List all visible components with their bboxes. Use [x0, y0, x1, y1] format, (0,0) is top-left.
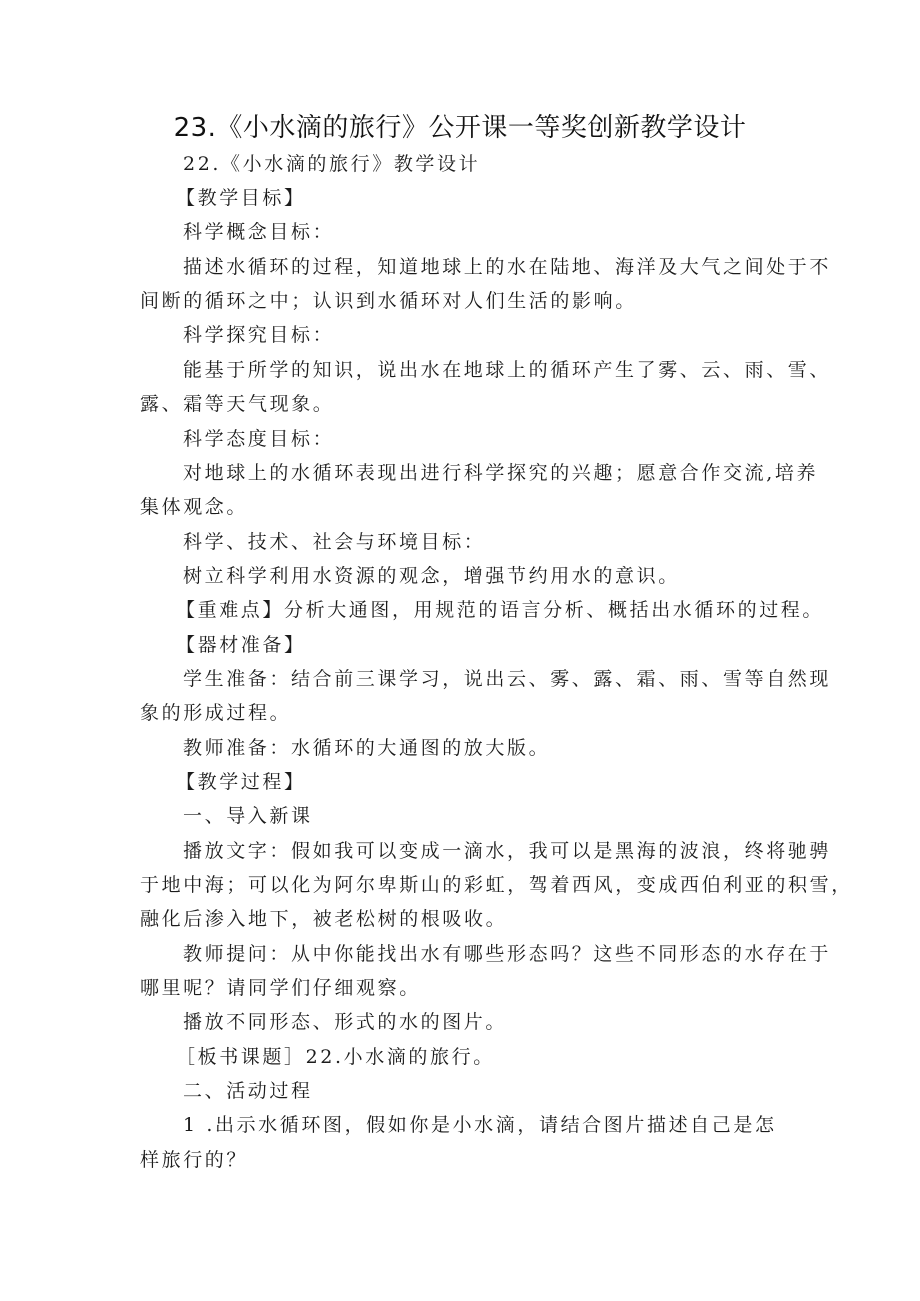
paragraph-line: 融化后渗入地下，被老松树的根吸收。	[140, 908, 508, 930]
paragraph-line: 教师准备：水循环的大通图的放大版。	[183, 737, 551, 759]
paragraph-line: 播放不同形态、形式的水的图片。	[183, 1011, 508, 1033]
paragraph-line: 树立科学利用水资源的观念，增强节约用水的意识。	[183, 565, 680, 587]
paragraph-line: 学生准备：结合前三课学习，说出云、雾、露、霜、雨、雪等自然现	[183, 668, 832, 690]
paragraph-line: 集体观念。	[140, 496, 249, 518]
paragraph-line: 于地中海；可以化为阿尔卑斯山的彩虹，驾着西风，变成西伯利亚的积雪，	[140, 874, 853, 896]
section-heading-process: 【教学过程】	[176, 771, 306, 793]
paragraph-line: 科学、技术、社会与环境目标：	[183, 531, 486, 553]
paragraph-line: 对地球上的水循环表现出进行科学探究的兴趣；愿意合作交流,培养	[183, 462, 819, 484]
paragraph-line: 科学探究目标：	[183, 324, 335, 346]
paragraph-line: 间断的循环之中；认识到水循环对人们生活的影响。	[140, 290, 637, 312]
paragraph-line: 样旅行的？	[140, 1149, 249, 1171]
paragraph-line: 描述水循环的过程，知道地球上的水在陆地、海洋及大气之间处于不	[183, 256, 832, 278]
paragraph-line: 播放文字：假如我可以变成一滴水，我可以是黑海的波浪，终将驰骋	[183, 840, 832, 862]
subtitle-line: 22.《小水滴的旅行》教学设计	[183, 153, 481, 175]
paragraph-line: 象的形成过程。	[140, 702, 292, 724]
paragraph-line: 哪里呢？请同学们仔细观察。	[140, 977, 421, 999]
section-heading-intro: 一、导入新课	[183, 805, 313, 827]
paragraph-line: ［板书课题］22.小水滴的旅行。	[176, 1046, 495, 1068]
section-heading-objectives: 【教学目标】	[176, 187, 306, 209]
paragraph-line: 教师提问：从中你能找出水有哪些形态吗？这些不同形态的水存在于	[183, 943, 832, 965]
document-title: 23.《小水滴的旅行》公开课一等奖创新教学设计	[173, 113, 747, 143]
section-heading-key-points: 【重难点】分析大通图，用规范的语言分析、概括出水循环的过程。	[176, 599, 825, 621]
paragraph-line: 露、霜等天气现象。	[140, 393, 335, 415]
paragraph-line: 1 .出示水循环图，假如你是小水滴，请结合图片描述自己是怎	[183, 1114, 777, 1136]
paragraph-line: 科学概念目标：	[183, 221, 335, 243]
paragraph-line: 科学态度目标：	[183, 428, 335, 450]
section-heading-materials: 【器材准备】	[176, 634, 306, 656]
section-heading-activity: 二、活动过程	[183, 1080, 313, 1102]
paragraph-line: 能基于所学的知识，说出水在地球上的循环产生了雾、云、雨、雪、	[183, 359, 832, 381]
